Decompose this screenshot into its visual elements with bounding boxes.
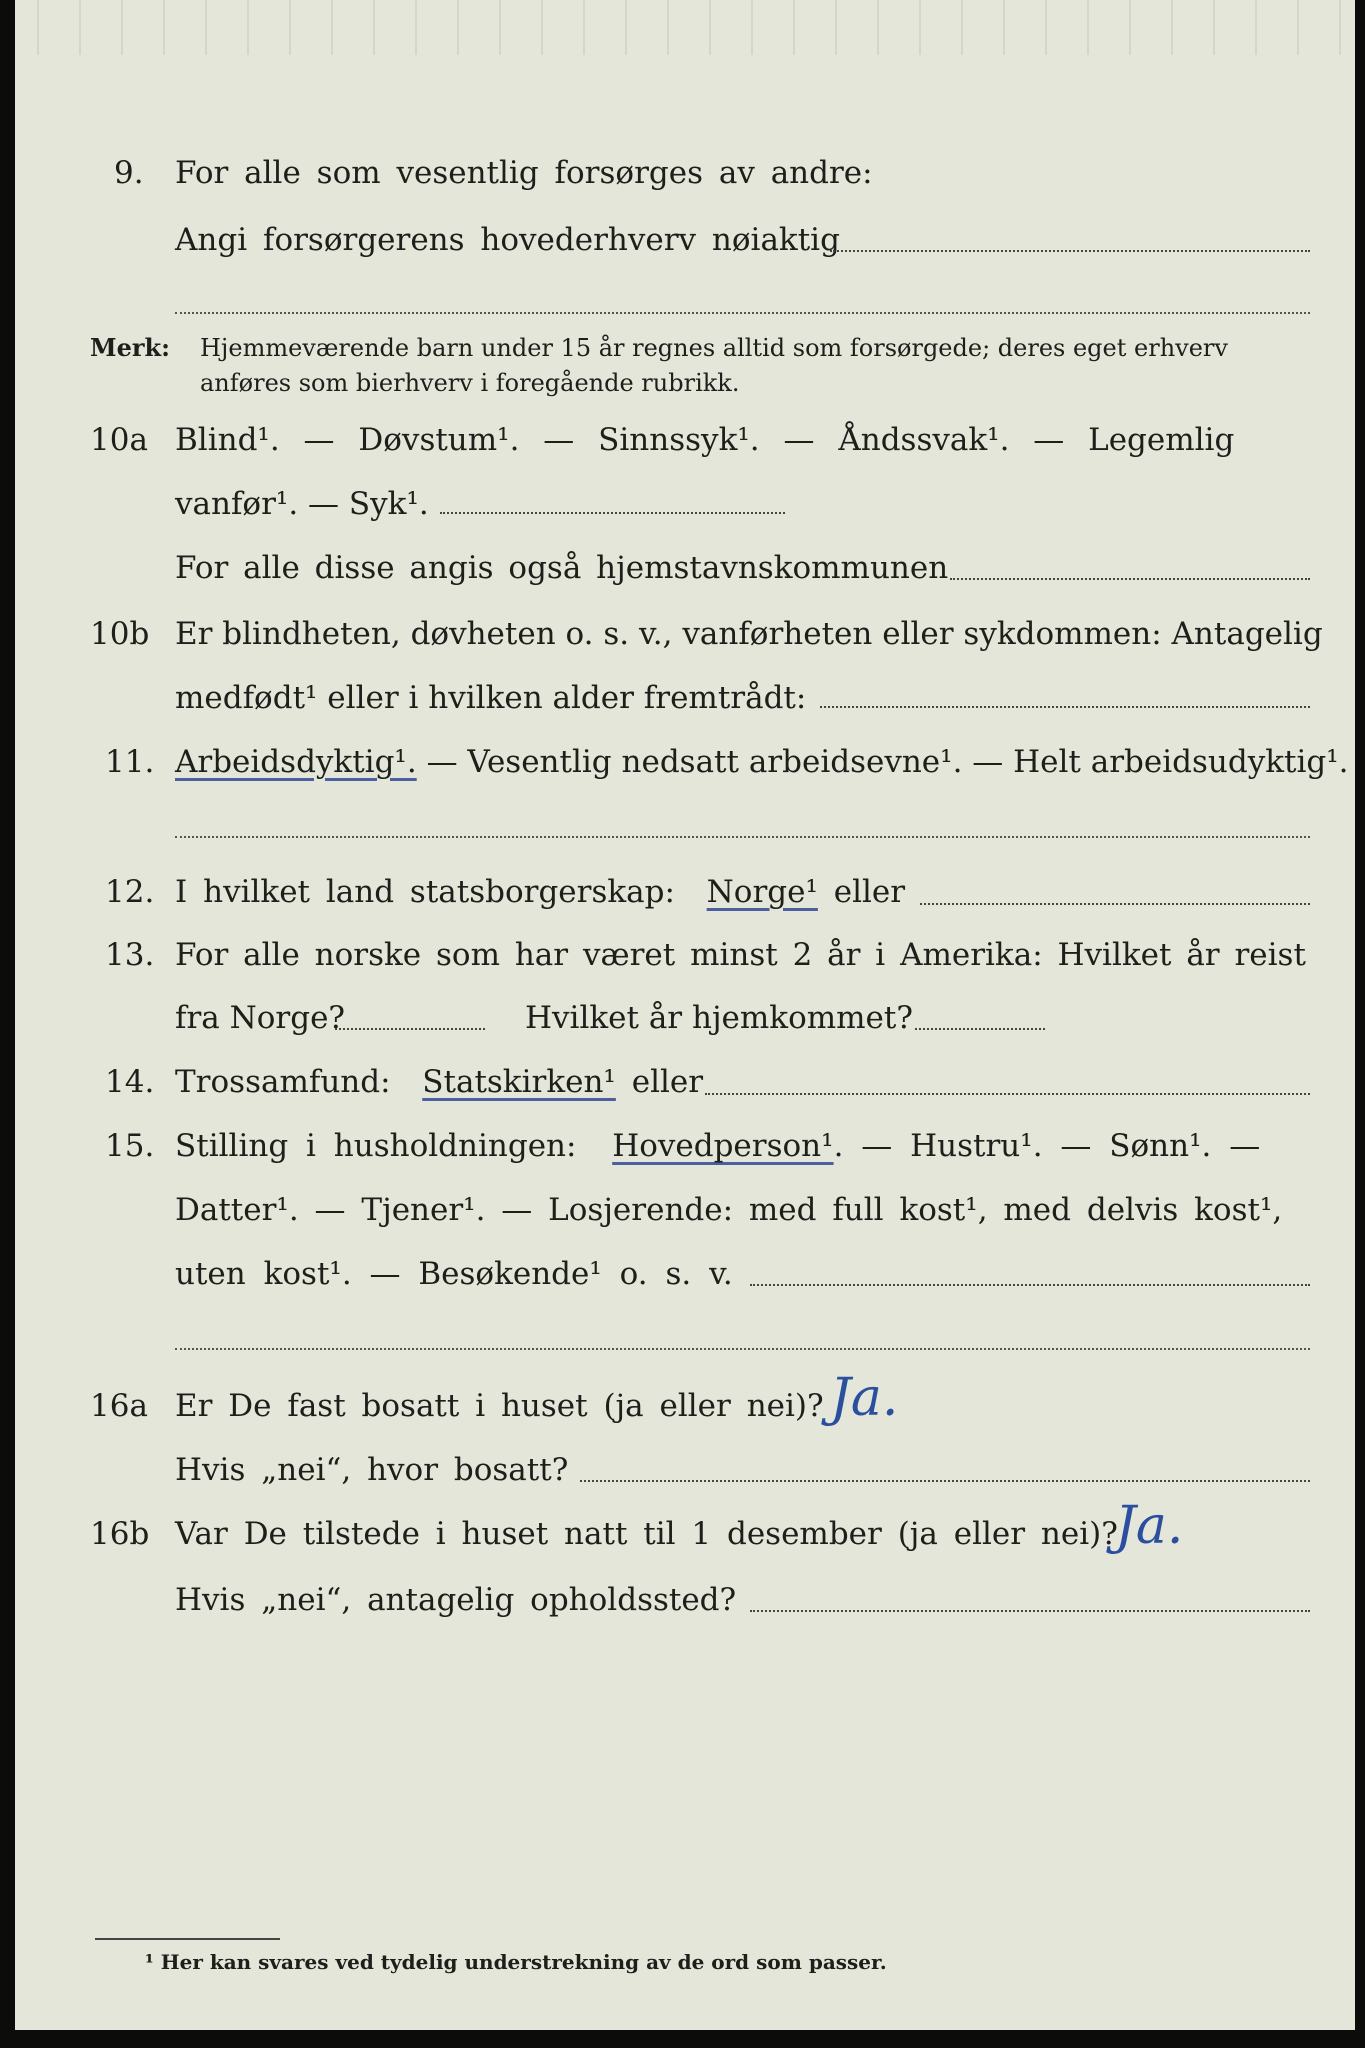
q16a-text-2: Hvis „nei“, hvor bosatt? <box>175 1452 569 1488</box>
q10b-answer-line[interactable] <box>820 706 1310 708</box>
q10a-answer-line-2[interactable] <box>950 578 1310 580</box>
q13-year-left-line[interactable] <box>335 1028 485 1030</box>
q11-selected-option: Arbeidsdyktig¹. <box>175 744 417 780</box>
q9-text-2: Angi forsørgerens hovederhverv nøiaktig <box>175 222 840 258</box>
perforated-edge <box>15 0 1355 55</box>
q10b-number: 10b <box>90 616 150 652</box>
q15-selected-option: Hovedperson¹ <box>612 1128 834 1164</box>
q11-number: 11. <box>105 744 155 780</box>
q13-year-returned-line[interactable] <box>915 1028 1045 1030</box>
q12-selected-option: Norge¹ <box>706 874 818 910</box>
q15-text <box>175 1126 1260 1166</box>
q13-text-2a: fra Norge? <box>175 1000 346 1036</box>
footnote-rule <box>95 1938 280 1940</box>
q9-number: 9. <box>114 155 144 191</box>
q16b-text-2: Hvis „nei“, antagelig opholdssted? <box>175 1582 737 1618</box>
q14-eller: eller <box>631 1064 704 1100</box>
q16b-answer-line[interactable] <box>750 1610 1310 1612</box>
q10a-text-3: For alle disse angis også hjemstavnskommunen <box>175 550 949 586</box>
q10b-text-2: medfødt¹ eller i hvilken alder fremtrådt: <box>175 680 807 716</box>
footnote: ¹ Her kan svares ved tydelig understrekning av de ord som passer. <box>145 1950 887 1974</box>
q15-other-options: . — Hustru¹. — Sønn¹. — <box>833 1128 1261 1164</box>
census-form-page <box>15 0 1355 2030</box>
q13-text-2b: Hvilket år hjemkommet? <box>525 1000 913 1036</box>
q16b-number: 16b <box>90 1516 150 1552</box>
q10a-number: 10a <box>90 422 148 458</box>
q10b-text: Er blindheten, døvheten o. s. v., vanførheten eller sykdommen: Antagelig <box>175 616 1323 652</box>
q14-text <box>175 1062 703 1102</box>
merk-label: Merk: <box>90 333 170 362</box>
q10a-text-2: vanfør¹. — Syk¹. <box>175 486 429 522</box>
q9-answer-line[interactable] <box>830 250 1310 252</box>
q15-text-2: Datter¹. — Tjener¹. — Losjerende: med full kost¹, med delvis kost¹, <box>175 1192 1283 1228</box>
q16a-text: Er De fast bosatt i huset (ja eller nei)? <box>175 1388 824 1424</box>
q11-text <box>175 742 1349 782</box>
q16a-handwritten-answer: Ja. <box>830 1368 899 1428</box>
merk-text-2: anføres som bierhverv i foregående rubrikk. <box>200 369 740 397</box>
q14-question: Trossamfund: <box>175 1064 391 1100</box>
q12-question: I hvilket land statsborgerskap: <box>175 874 675 910</box>
q15-answer-line[interactable] <box>750 1284 1310 1286</box>
q15-number: 15. <box>105 1128 155 1164</box>
q9-text: For alle som vesentlig forsørges av andre: <box>175 155 873 191</box>
q16b-handwritten-answer: Ja. <box>1115 1496 1184 1556</box>
q15-question: Stilling i husholdningen: <box>175 1128 577 1164</box>
q12-number: 12. <box>105 874 155 910</box>
q15-text-3: uten kost¹. — Besøkende¹ o. s. v. <box>175 1256 733 1292</box>
q10a-answer-line[interactable] <box>440 512 785 514</box>
q13-number: 13. <box>105 937 155 973</box>
q15-answer-line-2[interactable] <box>175 1348 1310 1350</box>
q12-text <box>175 872 905 912</box>
q12-eller: eller <box>833 874 906 910</box>
q12-answer-line[interactable] <box>920 903 1310 905</box>
merk-text: Hjemmeværende barn under 15 år regnes alltid som forsørgede; deres eget erhverv <box>200 334 1228 362</box>
q10a-text: Blind¹. — Døvstum¹. — Sinnssyk¹. — Åndssvak¹. — Legemlig <box>175 422 1235 458</box>
q14-number: 14. <box>105 1064 155 1100</box>
q16b-text: Var De tilstede i huset natt til 1 desember (ja eller nei)? <box>175 1516 1118 1552</box>
q16a-number: 16a <box>90 1388 148 1424</box>
q11-other-options: — Vesentlig nedsatt arbeidsevne¹. — Helt arbeidsudyktig¹. <box>426 744 1349 780</box>
q11-answer-line[interactable] <box>175 836 1310 838</box>
q14-selected-option: Statskirken¹ <box>422 1064 616 1100</box>
q13-text: For alle norske som har været minst 2 år i Amerika: Hvilket år reist <box>175 937 1306 973</box>
q16a-answer-line[interactable] <box>580 1480 1310 1482</box>
q9-answer-line-2[interactable] <box>175 312 1310 314</box>
q14-answer-line[interactable] <box>705 1093 1310 1095</box>
